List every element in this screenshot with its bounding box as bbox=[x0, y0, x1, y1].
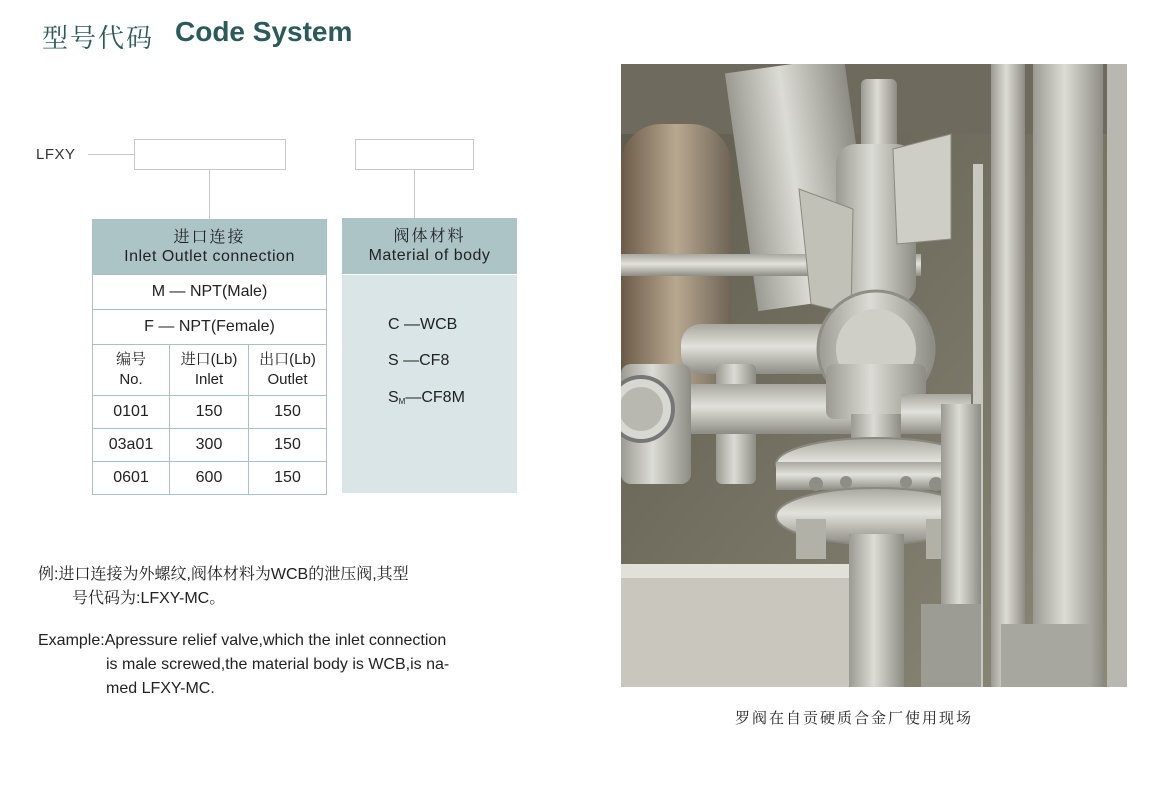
material-item: S —CF8 bbox=[388, 352, 450, 369]
example-en: Example:Apressure relief valve,which the inlet connection is male screwed,the material body is WCB,is na- med LFXY-MC. bbox=[38, 632, 450, 697]
connection-type-female: F — NPT(Female) bbox=[93, 310, 327, 345]
connector-line bbox=[88, 154, 134, 155]
code-prefix: LFXY bbox=[36, 146, 76, 163]
table-row: 0601 600 150 bbox=[93, 462, 327, 495]
valve-photo bbox=[621, 64, 1127, 687]
photo-caption: 罗阀在自贡硬质合金厂使用现场 bbox=[735, 709, 974, 727]
material-header-en: Material of body bbox=[368, 247, 491, 264]
column-header-outlet: 出口(Lb) Outlet bbox=[249, 345, 327, 396]
column-header-no: 编号 No. bbox=[93, 345, 170, 396]
column-header-inlet: 进口(Lb) Inlet bbox=[170, 345, 249, 396]
table-row: 03a01 300 150 bbox=[93, 429, 327, 462]
connector-line bbox=[209, 169, 210, 219]
valve-photo-icon bbox=[621, 64, 1127, 687]
connection-table bbox=[92, 219, 327, 495]
connection-header-cn: 进口连接 bbox=[173, 229, 246, 246]
connection-header bbox=[93, 220, 327, 275]
material-item: C —WCB bbox=[388, 316, 458, 333]
material-header-cn: 阀体材料 bbox=[393, 228, 466, 245]
connector-line bbox=[414, 169, 415, 218]
page-title-en: Code System bbox=[175, 16, 353, 47]
material-header bbox=[342, 218, 517, 274]
example-cn: 例:进口连接为外螺纹,阀体材料为WCB的泄压阀,其型 号代码为:LFXY-MC。 bbox=[38, 566, 409, 607]
material-item: $S_M—CF8M$ bbox=[388, 389, 465, 406]
table-row: 0101 150 150 bbox=[93, 396, 327, 429]
connection-header-en: Inlet Outlet connection bbox=[124, 248, 295, 265]
connection-type-male: M — NPT(Male) bbox=[93, 275, 327, 310]
material-list bbox=[342, 275, 517, 493]
code-box-connection bbox=[134, 139, 286, 170]
code-box-material bbox=[355, 139, 474, 170]
page-title-cn: 型号代码 bbox=[42, 24, 155, 54]
